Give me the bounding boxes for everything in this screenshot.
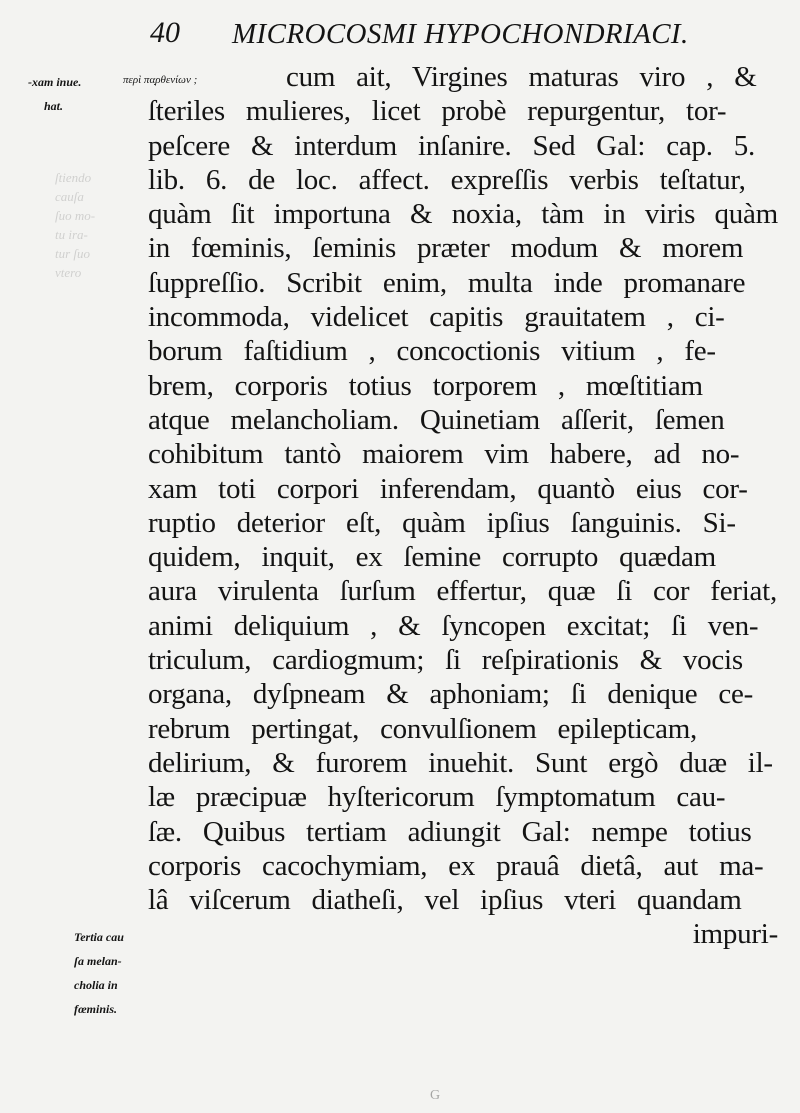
- marginal-note-line: hat.: [44, 99, 64, 113]
- body-text: [148, 60, 778, 952]
- text-line: triculum, cardiogmum; ſi reſpirationis & vocis: [148, 644, 743, 677]
- marginal-note-bottom: [74, 925, 154, 1021]
- text-line: brem, corporis totius torporem , mœſtitiam: [148, 369, 703, 402]
- running-title: MICROCOSMI HYPOCHONDRIACI.: [232, 18, 689, 50]
- text-line: ſæ. Quibus tertiam adiungit Gal: nempe totius: [148, 815, 752, 848]
- text-line: lâ viſcerum diatheſi, vel ipſius vteri quandam: [148, 884, 742, 917]
- marginal-note-line: -xam inue.: [28, 75, 82, 89]
- text-line: aura virulenta ſurſum effertur, quæ ſi cor feriat,: [148, 575, 777, 608]
- text-line: ruptio deterior eſt, quàm ipſius ſanguinis. Si-: [148, 506, 736, 539]
- page-number: 40: [150, 16, 180, 49]
- text-line: rebrum pertingat, convulſionem epilepticam,: [148, 712, 698, 745]
- text-line: lib. 6. de loc. affect. expreſſis verbis teſtatur,: [148, 163, 746, 196]
- text-line: cum ait, Virgines maturas viro , &: [286, 61, 757, 93]
- marginal-note-line: fœminis.: [74, 1002, 118, 1016]
- text-line: borum faſtidium , concoctionis vitium , fe-: [148, 335, 716, 368]
- catchword: impuri-: [692, 918, 778, 951]
- text-line: atque melancholiam. Quinetiam aſſerit, ſemen: [148, 403, 725, 436]
- text-line: incommoda, videlicet capitis grauitatem , ci-: [148, 301, 725, 334]
- text-line: delirium, & furorem inuehit. Sunt ergò duæ il-: [148, 746, 773, 779]
- marginal-note-line: Tertia cau: [74, 930, 124, 944]
- text-line: peſcere & interdum inſanire. Sed Gal: cap. 5.: [148, 129, 755, 162]
- text-line: cohibitum tantò maiorem vim habere, ad no-: [148, 438, 740, 471]
- text-line: xam toti corpori inferendam, quantò eius cor-: [148, 472, 748, 505]
- text-line: in fœminis, ſeminis præter modum & morem: [148, 232, 744, 265]
- text-line: ſteriles mulieres, licet probè repurgentur, tor-: [148, 95, 727, 128]
- text-line: quàm ſit importuna & noxia, tàm in viris quàm: [148, 198, 778, 231]
- marginal-note-line: ſa melan-: [74, 954, 122, 968]
- marginal-note-top: [28, 70, 118, 118]
- text-line: corporis cacochymiam, ex prauâ dietâ, aut ma-: [148, 849, 764, 882]
- text-line: quidem, inquit, ex ſemine corrupto quædam: [148, 541, 716, 574]
- marginal-note-line: cholia in: [74, 978, 118, 992]
- signature-mark: G: [430, 1088, 441, 1103]
- show-through-text: ſtiendo cauſa ſuo mo- tu ira- tur ſuo vtero: [55, 170, 96, 280]
- text-line: ſuppreſſio. Scribit enim, multa inde promanare: [148, 266, 746, 299]
- text-line: animi deliquium , & ſyncopen excitat; ſi ven-: [148, 609, 759, 642]
- greek-citation: περὶ πα̣ρθενίων ;: [123, 74, 198, 86]
- text-line: læ præcipuæ hyſtericorum ſymptomatum cau-: [148, 781, 726, 814]
- text-line: organa, dyſpneam & aphoniam; ſi denique ce-: [148, 678, 754, 711]
